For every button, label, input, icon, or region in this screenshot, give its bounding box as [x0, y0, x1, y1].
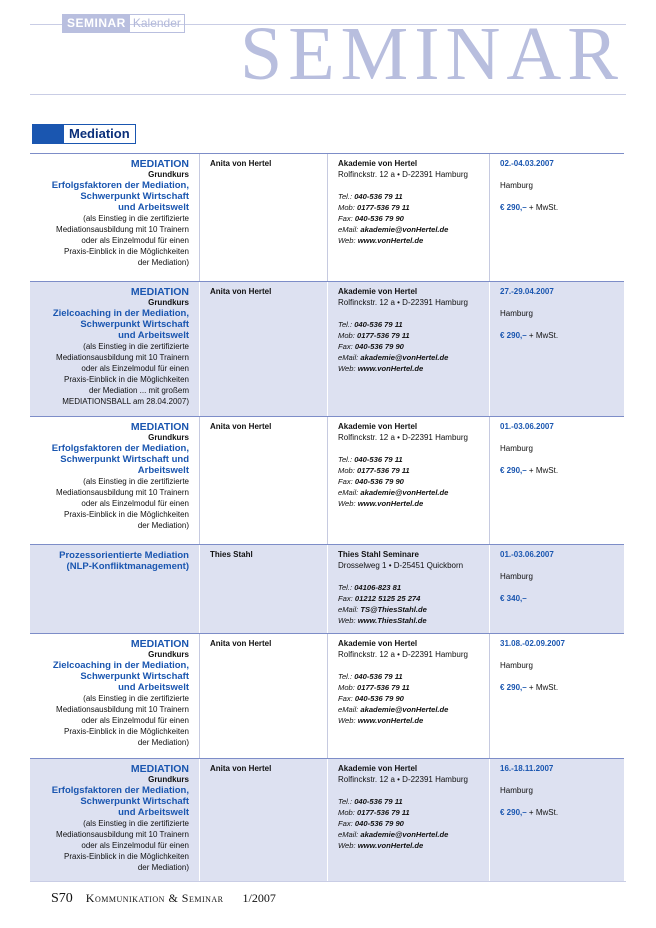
contact-line — [338, 202, 489, 213]
seminar-city: Hamburg — [500, 572, 533, 581]
trainer-cell — [200, 759, 328, 881]
contact-value: 0177-536 79 11 — [357, 808, 410, 817]
organizer-cell — [328, 759, 490, 881]
contact-line — [338, 604, 489, 615]
seminar-keyword: MEDIATION — [130, 158, 189, 170]
contact-label: Tel.: — [338, 672, 353, 681]
seminar-description-line: Praxis-Einblick in die Möglichkeiten — [64, 375, 189, 384]
contact-value: akademie@vonHertel.de — [360, 830, 449, 839]
seminar-level: Grundkurs — [148, 650, 189, 659]
contact-label: Web: — [338, 499, 356, 508]
contact-value: 0177-536 79 11 — [357, 331, 410, 340]
contact-value: akademie@vonHertel.de — [360, 705, 449, 714]
seminar-description-line: der Mediation) — [137, 521, 189, 530]
seminar-description-line: der Mediation) — [137, 738, 189, 747]
spacer — [338, 180, 489, 191]
price-amount: € 290,– — [500, 683, 527, 692]
organizer-address: Drosselweg 1 • D-25451 Quickborn — [338, 561, 464, 570]
schedule-cell — [490, 154, 624, 281]
seminar-description-line: Praxis-Einblick in die Möglichkeiten — [64, 727, 189, 736]
contact-line — [338, 582, 489, 593]
contact-line — [338, 352, 489, 363]
organizer-address: Rolfinckstr. 12 a • D-22391 Hamburg — [338, 650, 468, 659]
contact-label: Web: — [338, 716, 356, 725]
seminar-level: Grundkurs — [148, 298, 189, 307]
contact-line — [338, 330, 489, 341]
seminar-city: Hamburg — [500, 661, 533, 670]
seminar-date: 01.-03.06.2007 — [500, 550, 554, 559]
price-note: + MwSt. — [526, 808, 559, 817]
trainer-name: Thies Stahl — [210, 550, 253, 559]
organizer-cell — [328, 154, 490, 281]
trainer-cell — [200, 545, 328, 633]
contact-value: 040-536 79 90 — [354, 819, 404, 828]
contact-value: 0177-536 79 11 — [357, 683, 410, 692]
contact-label: Web: — [338, 364, 356, 373]
seminar-title-line: Zielcoaching in der Mediation, — [52, 660, 189, 671]
organizer-name: Thies Stahl Seminare — [338, 550, 419, 559]
contact-label: eMail: — [338, 830, 359, 839]
table-row — [30, 634, 624, 759]
contact-label: Fax: — [338, 819, 353, 828]
price-amount: € 290,– — [500, 203, 527, 212]
contact-label: Fax: — [338, 214, 353, 223]
contact-label: eMail: — [338, 488, 359, 497]
seminar-date: 16.-18.11.2007 — [500, 764, 554, 773]
contact-label: Mob: — [338, 683, 355, 692]
seminar-city: Hamburg — [500, 786, 533, 795]
contact-value: 040-536 79 11 — [354, 455, 403, 464]
schedule-cell — [490, 282, 624, 416]
organizer-cell — [328, 282, 490, 416]
seminar-title-cell — [30, 545, 200, 633]
contact-value: www.vonHertel.de — [357, 716, 424, 725]
contact-line — [338, 818, 489, 829]
contact-value: 040-536 79 11 — [354, 672, 403, 681]
contact-label: Mob: — [338, 808, 355, 817]
contact-label: Tel.: — [338, 583, 353, 592]
contact-value: 04106-823 81 — [354, 583, 402, 592]
table-row — [30, 759, 624, 882]
contact-value: www.vonHertel.de — [357, 499, 424, 508]
section-heading — [32, 124, 136, 144]
contact-line — [338, 715, 489, 726]
contact-line — [338, 191, 489, 202]
organizer-name: Akademie von Hertel — [338, 159, 418, 168]
contact-line — [338, 593, 489, 604]
contact-line — [338, 671, 489, 682]
contact-value: akademie@vonHertel.de — [360, 353, 449, 362]
contact-value: 040-536 79 90 — [354, 477, 404, 486]
seminar-description-line: (als Einstieg in die zertifizierte — [83, 477, 189, 486]
organizer-name: Akademie von Hertel — [338, 639, 418, 648]
seminar-keyword: MEDIATION — [130, 286, 189, 298]
seminar-title-cell — [30, 759, 200, 881]
contact-value: 040-536 79 90 — [354, 694, 404, 703]
contact-label: Mob: — [338, 331, 355, 340]
seminar-date: 02.-04.03.2007 — [500, 159, 554, 168]
seminar-price — [500, 594, 624, 604]
trainer-cell — [200, 417, 328, 544]
table-row — [30, 282, 624, 417]
organizer-cell — [328, 417, 490, 544]
contact-value: 040-536 79 90 — [354, 214, 404, 223]
contact-line — [338, 498, 489, 509]
contact-line — [338, 487, 489, 498]
seminar-level: Grundkurs — [148, 775, 189, 784]
contact-value: 040-536 79 90 — [354, 342, 404, 351]
contact-line — [338, 807, 489, 818]
seminar-description-line: oder als Einzelmodul für einen — [81, 364, 189, 373]
contact-label: Tel.: — [338, 455, 353, 464]
price-amount: € 340,– — [500, 594, 527, 603]
contact-line — [338, 213, 489, 224]
seminar-description-line: MEDIATIONSBALL am 28.04.2007) — [62, 397, 189, 406]
contact-value: 040-536 79 11 — [354, 192, 403, 201]
seminar-title-line: Zielcoaching in der Mediation, — [52, 308, 189, 319]
trainer-name: Anita von Hertel — [210, 287, 272, 296]
seminar-title-cell — [30, 634, 200, 758]
price-note: + MwSt. — [526, 466, 559, 475]
seminar-table — [30, 153, 624, 882]
organizer-address: Rolfinckstr. 12 a • D-22391 Hamburg — [338, 298, 468, 307]
contact-value: TS@ThiesStahl.de — [360, 605, 427, 614]
contact-line — [338, 319, 489, 330]
table-row — [30, 417, 624, 545]
seminar-description-line: oder als Einzelmodul für einen — [81, 841, 189, 850]
seminar-keyword: MEDIATION — [130, 421, 189, 433]
contact-line — [338, 224, 489, 235]
contact-label: eMail: — [338, 353, 359, 362]
seminar-description-line: Praxis-Einblick in die Möglichkeiten — [64, 510, 189, 519]
contact-label: Fax: — [338, 342, 353, 351]
seminar-description-line: Praxis-Einblick in die Möglichkeiten — [64, 852, 189, 861]
issue-number: 1/2007 — [242, 891, 276, 905]
contact-label: eMail: — [338, 705, 359, 714]
contact-line — [338, 465, 489, 476]
price-note: + MwSt. — [526, 683, 559, 692]
seminar-description-line: der Mediation ... mit großem — [88, 386, 189, 395]
contact-label: Web: — [338, 236, 356, 245]
schedule-cell — [490, 545, 624, 633]
seminar-title-cell — [30, 154, 200, 281]
spacer — [338, 308, 489, 319]
page-number: S70 — [51, 891, 73, 906]
schedule-cell — [490, 417, 624, 544]
seminar-price — [500, 808, 624, 818]
contact-value: www.vonHertel.de — [357, 364, 424, 373]
seminar-title-cell — [30, 282, 200, 416]
price-note: + MwSt. — [526, 331, 559, 340]
contact-label: Tel.: — [338, 320, 353, 329]
section-marker — [32, 124, 64, 144]
contact-value: 01212 5125 25 274 — [354, 594, 421, 603]
organizer-address: Rolfinckstr. 12 a • D-22391 Hamburg — [338, 775, 468, 784]
seminar-description-line: oder als Einzelmodul für einen — [81, 499, 189, 508]
contact-label: eMail: — [338, 225, 359, 234]
contact-label: Tel.: — [338, 192, 353, 201]
seminar-description-line: Praxis-Einblick in die Möglichkeiten — [64, 247, 189, 256]
contact-line — [338, 476, 489, 487]
seminar-level: Grundkurs — [148, 433, 189, 442]
contact-value: akademie@vonHertel.de — [360, 488, 449, 497]
contact-line — [338, 840, 489, 851]
seminar-keyword: MEDIATION — [130, 763, 189, 775]
spacer — [338, 443, 489, 454]
contact-line — [338, 235, 489, 246]
organizer-cell — [328, 634, 490, 758]
seminar-date: 27.-29.04.2007 — [500, 287, 554, 296]
spacer — [338, 785, 489, 796]
schedule-cell — [490, 759, 624, 881]
contact-line — [338, 796, 489, 807]
contact-value: 040-536 79 11 — [354, 320, 403, 329]
publication-name: Kommunikation & Seminar — [85, 891, 224, 905]
seminar-title-line: Erfolgsfaktoren der Mediation, — [51, 785, 189, 796]
price-note: + MwSt. — [526, 203, 559, 212]
seminar-title-line: Schwerpunkt Wirtschaft und — [60, 454, 189, 465]
seminar-title-cell — [30, 417, 200, 544]
organizer-name: Akademie von Hertel — [338, 287, 418, 296]
seminar-date: 31.08.-02.09.2007 — [500, 639, 565, 648]
seminar-date: 01.-03.06.2007 — [500, 422, 554, 431]
contact-value: www.ThiesStahl.de — [357, 616, 427, 625]
trainer-name: Anita von Hertel — [210, 422, 272, 431]
trainer-cell — [200, 282, 328, 416]
contact-label: eMail: — [338, 605, 359, 614]
seminar-kalender-tag — [62, 14, 185, 33]
contact-value: www.vonHertel.de — [357, 841, 424, 850]
contact-label: Mob: — [338, 203, 355, 212]
section-label: Mediation — [64, 124, 136, 144]
seminar-title-line: Erfolgsfaktoren der Mediation, — [51, 180, 189, 191]
trainer-name: Anita von Hertel — [210, 764, 272, 773]
price-amount: € 290,– — [500, 808, 527, 817]
contact-value: 0177-536 79 11 — [357, 203, 410, 212]
seminar-price — [500, 203, 624, 213]
table-row — [30, 154, 624, 282]
seminar-price — [500, 331, 624, 341]
organizer-name: Akademie von Hertel — [338, 422, 418, 431]
seminar-description-line: der Mediation) — [137, 863, 189, 872]
header-big-title: SEMINAR — [239, 12, 624, 96]
organizer-cell — [328, 545, 490, 633]
spacer — [338, 660, 489, 671]
seminar-description-line: oder als Einzelmodul für einen — [81, 716, 189, 725]
header-rule-bottom — [30, 94, 626, 95]
spacer — [338, 571, 489, 582]
contact-label: Web: — [338, 841, 356, 850]
seminar-description-line: oder als Einzelmodul für einen — [81, 236, 189, 245]
contact-line — [338, 615, 489, 626]
seminar-city: Hamburg — [500, 444, 533, 453]
seminar-description-line: der Mediation) — [137, 258, 189, 267]
trainer-name: Anita von Hertel — [210, 159, 272, 168]
price-amount: € 290,– — [500, 466, 527, 475]
seminar-title-line: Schwerpunkt Wirtschaft — [80, 319, 189, 330]
organizer-address: Rolfinckstr. 12 a • D-22391 Hamburg — [338, 433, 468, 442]
seminar-description-line: Mediationsausbildung mit 10 Trainern — [56, 353, 189, 362]
seminar-price — [500, 683, 624, 693]
tag-seminar: SEMINAR — [63, 15, 130, 32]
seminar-level: Grundkurs — [148, 170, 189, 179]
page-footer — [51, 891, 276, 907]
seminar-title-line: Schwerpunkt Wirtschaft — [80, 671, 189, 682]
seminar-title-line: und Arbeitswelt — [118, 807, 189, 818]
seminar-title-line: Schwerpunkt Wirtschaft — [80, 191, 189, 202]
seminar-title-line: Schwerpunkt Wirtschaft — [80, 796, 189, 807]
seminar-city: Hamburg — [500, 181, 533, 190]
contact-label: Fax: — [338, 477, 353, 486]
footer-rule — [30, 881, 626, 882]
seminar-title-line: und Arbeitswelt — [118, 682, 189, 693]
seminar-description-line: Mediationsausbildung mit 10 Trainern — [56, 488, 189, 497]
seminar-price — [500, 466, 624, 476]
seminar-title-line: (NLP-Konfliktmanagement) — [66, 561, 189, 572]
contact-label: Fax: — [338, 694, 353, 703]
seminar-keyword: MEDIATION — [130, 638, 189, 650]
contact-value: www.vonHertel.de — [357, 236, 424, 245]
contact-line — [338, 454, 489, 465]
contact-value: 040-536 79 11 — [354, 797, 403, 806]
seminar-title-line: Erfolgsfaktoren der Mediation, — [51, 443, 189, 454]
contact-label: Fax: — [338, 594, 353, 603]
contact-value: 0177-536 79 11 — [357, 466, 410, 475]
contact-label: Web: — [338, 616, 356, 625]
seminar-city: Hamburg — [500, 309, 533, 318]
organizer-name: Akademie von Hertel — [338, 764, 418, 773]
seminar-description-line: (als Einstieg in die zertifizierte — [83, 819, 189, 828]
seminar-description-line: (als Einstieg in die zertifizierte — [83, 214, 189, 223]
contact-line — [338, 341, 489, 352]
contact-line — [338, 829, 489, 840]
seminar-description-line: Mediationsausbildung mit 10 Trainern — [56, 225, 189, 234]
contact-value: akademie@vonHertel.de — [360, 225, 449, 234]
seminar-description-line: Mediationsausbildung mit 10 Trainern — [56, 830, 189, 839]
table-row — [30, 545, 624, 634]
contact-label: Mob: — [338, 466, 355, 475]
seminar-title-line: Arbeitswelt — [137, 465, 189, 476]
seminar-title-line: und Arbeitswelt — [118, 330, 189, 341]
contact-line — [338, 693, 489, 704]
contact-line — [338, 704, 489, 715]
seminar-title-line: und Arbeitswelt — [118, 202, 189, 213]
trainer-name: Anita von Hertel — [210, 639, 272, 648]
seminar-description-line: (als Einstieg in die zertifizierte — [83, 694, 189, 703]
tag-kalender: Kalender — [132, 16, 181, 30]
seminar-title-line: Prozessorientierte Mediation — [59, 550, 189, 561]
contact-line — [338, 363, 489, 374]
seminar-description-line: (als Einstieg in die zertifizierte — [83, 342, 189, 351]
contact-label: Tel.: — [338, 797, 353, 806]
organizer-address: Rolfinckstr. 12 a • D-22391 Hamburg — [338, 170, 468, 179]
seminar-description-line: Mediationsausbildung mit 10 Trainern — [56, 705, 189, 714]
trainer-cell — [200, 154, 328, 281]
price-amount: € 290,– — [500, 331, 527, 340]
schedule-cell — [490, 634, 624, 758]
trainer-cell — [200, 634, 328, 758]
contact-line — [338, 682, 489, 693]
